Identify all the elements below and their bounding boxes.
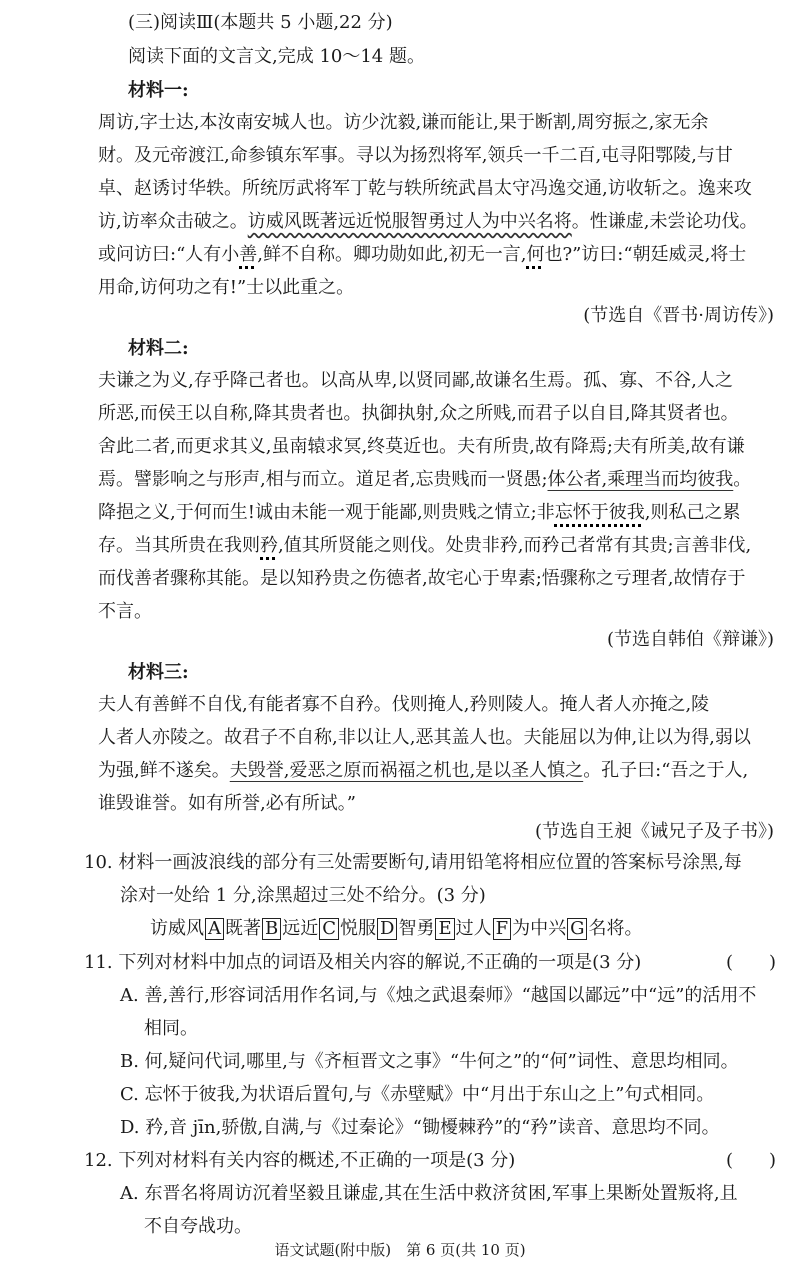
page-footer: 语文试题(附中版) 第 6 页(共 10 页) [274,1241,526,1259]
q11-option-a-cont: 相同。 [144,1018,198,1039]
q12-option-a: A. 东晋名将周访沉着坚毅且谦虚,其在生活中救济贫困,军事上果断处置叛将,且 [120,1183,738,1204]
material2-line: 存。当其所贵在我则矜,值其所贤能之则伐。处贵非矜,而矜己者常有其贵;言善非伐, [98,535,752,556]
q12-option-a-cont: 不自夸战功。 [144,1216,252,1237]
material3-line: 谁毁谁誉。如有所誉,必有所试。” [98,793,356,814]
material2-line: 夫谦之为义,存乎降己者也。以高从卑,以贤同鄙,故谦名生焉。孤、寡、不谷,人之 [98,370,733,391]
material3-line: 夫人有善鲜不自伐,有能者寡不自矜。伐则掩人,矜则陵人。掩人者人亦掩之,陵 [98,694,710,715]
material2-label: 材料二: [128,338,189,359]
material1-line: 或问访曰:“人有小善,鲜不自称。卿功勋如此,初无一言,何也?”访曰:“朝廷威灵,将士 [98,244,747,265]
material1-line: 财。及元帝渡江,命参镇东军事。寻以为扬烈将军,领兵一千二百,屯寻阳鄂陵,与甘 [98,145,733,166]
material2-line: 舍此二者,而更求其义,虽南辕求冥,终莫近也。夫有所贵,故有降焉;夫有所美,故有谦 [98,436,745,457]
dotted-word-he: 何 [526,244,545,265]
option-box-g[interactable]: G [567,918,587,940]
q11-option-b: B. 何,疑问代词,哪里,与《齐桓晋文之事》“牛何之”的“何”词性、意思均相同。 [120,1051,739,1072]
material2-line: 所恶,而侯王以自称,降其贵者也。执御执射,众之所贱,而君子以自目,降其贤者也。 [98,403,739,424]
q11-option-a: A. 善,善行,形容词活用作名词,与《烛之武退秦师》“越国以鄙远”中“远”的活用不 [120,985,757,1006]
q10-options: 访威风 A 既著 B 远近 C 悦服 D 智勇 E 过人 F 为中兴 G 名将。 [150,918,643,939]
material1-line: 卓、赵诱讨华轶。所统厉武将军丁乾与轶所统武昌太守冯逸交通,访收斩之。逸来攻 [98,178,752,199]
q12-stem: 12. 下列对材料有关内容的概述,不正确的一项是(3 分) [84,1150,516,1171]
option-box-a[interactable]: A [205,918,224,940]
underlined-sentence: 体公者,乘理当而均彼我 [547,469,734,490]
dotted-word-shan: 善 [239,244,258,265]
material1-line: 访,访率众击破之。访威风既著远近悦服智勇过人为中兴名将。性谦虚,未尝论功伐。 [98,211,758,232]
material3-source: (节选自王昶《诫兄子及子书》) [534,821,774,842]
material2-line: 不言。 [98,601,152,622]
material1-line: 用命,访何功之有!”士以此重之。 [98,277,355,298]
instruction: 阅读下面的文言文,完成 10～14 题。 [128,46,425,67]
option-box-d[interactable]: D [377,918,397,940]
q12-answer-paren: ( ) [725,1150,776,1171]
material2-source: (节选自韩伯《辩谦》) [606,629,774,650]
material3-line: 为强,鲜不遂矣。夫毁誉,爱恶之原而祸福之机也,是以圣人慎之。孔子曰:“吾之于人, [98,760,749,781]
q10-stem: 10. 材料一画波浪线的部分有三处需要断句,请用铅笔将相应位置的答案标号涂黑,每 [84,852,742,873]
dotted-word-jin: 矜 [260,535,278,556]
q11-option-d: D. 矜,音 jīn,骄傲,自满,与《过秦论》“锄櫌棘矜”的“矜”读音、意思均不同。 [120,1117,720,1138]
section-header: (三)阅读Ⅲ(本题共 5 小题,22 分) [128,12,393,33]
dotted-phrase: 忘怀于彼我 [554,502,645,523]
option-box-b[interactable]: B [262,918,281,940]
material2-line: 而伐善者骤称其能。是以知矜贵之伤德者,故宅心于卑素;悟骤称之亏理者,故情存于 [98,568,746,589]
option-box-e[interactable]: E [435,918,454,940]
material3-line: 人者人亦陵之。故君子不自称,非以让人,恶其盖人也。夫能屈以为伸,让以为得,弱以 [98,727,751,748]
q10-stem: 涂对一处给 1 分,涂黑超过三处不给分。(3 分) [120,885,486,906]
material1-label: 材料一: [128,80,189,101]
underlined-sentence: 夫毁誉,爱恶之原而祸福之机也,是以圣人慎之 [229,760,584,781]
material1-line: 周访,字士达,本汝南安城人也。访少沈毅,谦而能让,果于断割,周穷振之,家无余 [98,112,709,133]
q11-stem: 11. 下列对材料中加点的词语及相关内容的解说,不正确的一项是(3 分) [84,952,642,973]
material3-label: 材料三: [128,662,189,683]
q11-answer-paren: ( ) [725,952,776,973]
material1-source: (节选自《晋书·周访传》) [583,305,774,326]
q11-option-c: C. 忘怀于彼我,为状语后置句,与《赤壁赋》中“月出于东山之上”句式相同。 [120,1084,715,1105]
option-box-f[interactable]: F [493,918,512,940]
option-box-c[interactable]: C [319,918,339,940]
wavy-underline-passage: 访威风既著远近悦服智勇过人为中兴名将 [247,211,572,232]
material2-line: 焉。譬影响之与形声,相与而立。道足者,忘贵贱而一贤愚;体公者,乘理当而均彼我。 [98,469,752,490]
material2-line: 降挹之义,于何而生!诚由未能一观于能鄙,则贵贱之情立;非忘怀于彼我,则私己之累 [98,502,741,523]
